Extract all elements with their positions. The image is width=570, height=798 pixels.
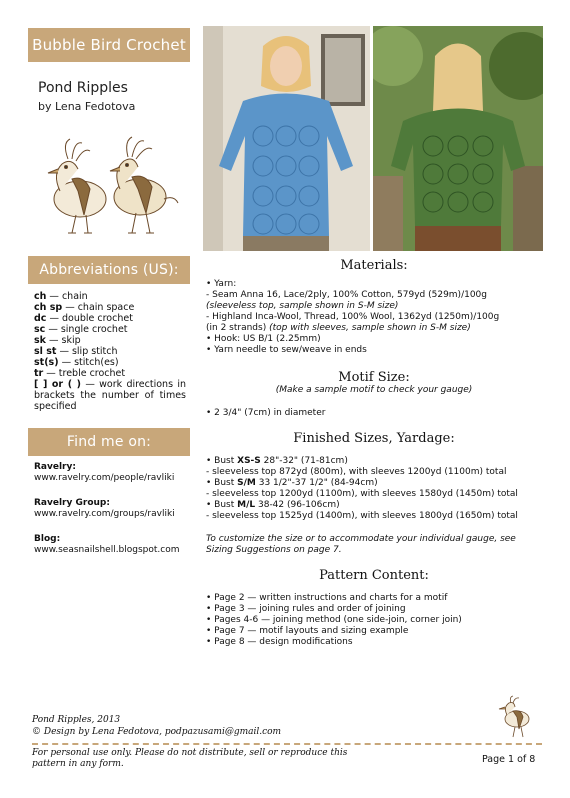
materials-yarn2: - Highland Inca-Wool, Thread, 100% Wool, 1362yd (1250m)/100g	[206, 312, 500, 322]
brackets-note: [ ] or ( ) — work directions in brackets the number of times specified	[34, 379, 186, 412]
usage-notice: For personal use only. Please do not distribute, sell or reproduce this pattern in any form.	[32, 748, 348, 769]
list-item: ch sp — chain space	[34, 302, 135, 313]
birds-illustration	[32, 129, 182, 241]
list-item: ch — chain	[34, 291, 88, 302]
abbreviations-list	[34, 291, 186, 412]
left-column	[28, 28, 190, 245]
list-item: • Page 8 — design modifications	[206, 637, 353, 647]
blue-top-photo	[203, 26, 370, 251]
materials-heading: Materials:	[340, 258, 408, 273]
list-item: • Page 2 — written instructions and charts for a motif	[206, 593, 448, 603]
list-item: • Page 3 — joining rules and order of joining	[206, 604, 406, 614]
pattern-title: Pond Ripples	[38, 80, 128, 96]
list-item: sk — skip	[34, 335, 81, 346]
sizing-note: To customize the size or to accommodate your individual gauge, see Sizing Suggestions on page 7.	[206, 534, 516, 555]
green-top-photo	[373, 26, 543, 251]
contact-list	[34, 462, 189, 570]
list-item: • Page 7 — motif layouts and sizing example	[206, 626, 409, 636]
blog-contact: Blog: www.seasnailshell.blogspot.com	[34, 534, 189, 556]
footer-credits	[32, 714, 281, 738]
list-item: dc — double crochet	[34, 313, 133, 324]
list-item: sc — single crochet	[34, 324, 128, 335]
size-sm: • Bust S/M 33 1/2"-37 1/2" (84-94cm)	[206, 478, 378, 488]
pattern-author: by Lena Fedotova	[38, 100, 136, 113]
motif-size: • 2 3/4" (7cm) in diameter	[206, 408, 326, 418]
find-me-heading: Find me on:	[28, 428, 190, 456]
ravelry-group-link[interactable]: www.ravelry.com/groups/ravliki	[34, 509, 175, 519]
content-heading: Pattern Content:	[319, 568, 429, 583]
list-item: tr — treble crochet	[34, 368, 126, 379]
main-content	[206, 258, 542, 648]
small-bird-icon	[493, 695, 538, 739]
page-number: Page 1 of 8	[482, 754, 536, 765]
abbreviations-heading: Abbreviations (US):	[28, 256, 190, 284]
ravelry-link[interactable]: www.ravelry.com/people/ravliki	[34, 473, 175, 483]
materials-yarn: • Yarn:	[206, 279, 237, 289]
materials-yarn1: - Seam Anna 16, Lace/2ply, 100% Cotton, 579yd (529m)/100g	[206, 290, 487, 300]
size-sm-detail: - sleeveless top 1200yd (1100m), with sleeves 1580yd (1450m) total	[206, 489, 518, 499]
materials-yarn2-line: (in 2 strands) (top with sleeves, sample shown in S-M size)	[206, 323, 471, 333]
motif-heading: Motif Size:	[338, 370, 410, 385]
size-ml: • Bust M/L 38-42 (96-106cm)	[206, 500, 340, 510]
footer-divider	[32, 743, 542, 745]
sizes-heading: Finished Sizes, Yardage:	[293, 431, 455, 446]
ravelry-contact: Ravelry: www.ravelry.com/people/ravliki	[34, 462, 189, 484]
materials-yarn1-note: (sleeveless top, sample shown in S-M size)	[206, 301, 399, 311]
list-item: sl st — slip stitch	[34, 346, 118, 357]
materials-needle: • Yarn needle to sew/weave in ends	[206, 345, 367, 355]
footer-copyright: © Design by Lena Fedotova, podpazusami@gmail.com	[32, 727, 282, 737]
footer-year: Pond Ripples, 2013	[32, 715, 121, 725]
size-xs-detail: - sleeveless top 872yd (800m), with sleeves 1200yd (1100m) total	[206, 467, 507, 477]
brand-banner: Bubble Bird Crochet	[28, 28, 190, 62]
motif-note: (Make a sample motif to check your gauge)	[275, 385, 473, 395]
blog-link[interactable]: www.seasnailshell.blogspot.com	[34, 545, 180, 555]
size-xs: • Bust XS-S 28"-32" (71-81cm)	[206, 456, 348, 466]
list-item: st(s) — stitch(es)	[34, 357, 119, 368]
ravelry-group-contact: Ravelry Group: www.ravelry.com/groups/ravliki	[34, 498, 189, 520]
materials-hook: • Hook: US B/1 (2.25mm)	[206, 334, 321, 344]
list-item: • Pages 4-6 — joining method (one side-join, corner join)	[206, 615, 462, 625]
size-ml-detail: - sleeveless top 1525yd (1400m), with sleeves 1800yd (1650m) total	[206, 511, 518, 521]
